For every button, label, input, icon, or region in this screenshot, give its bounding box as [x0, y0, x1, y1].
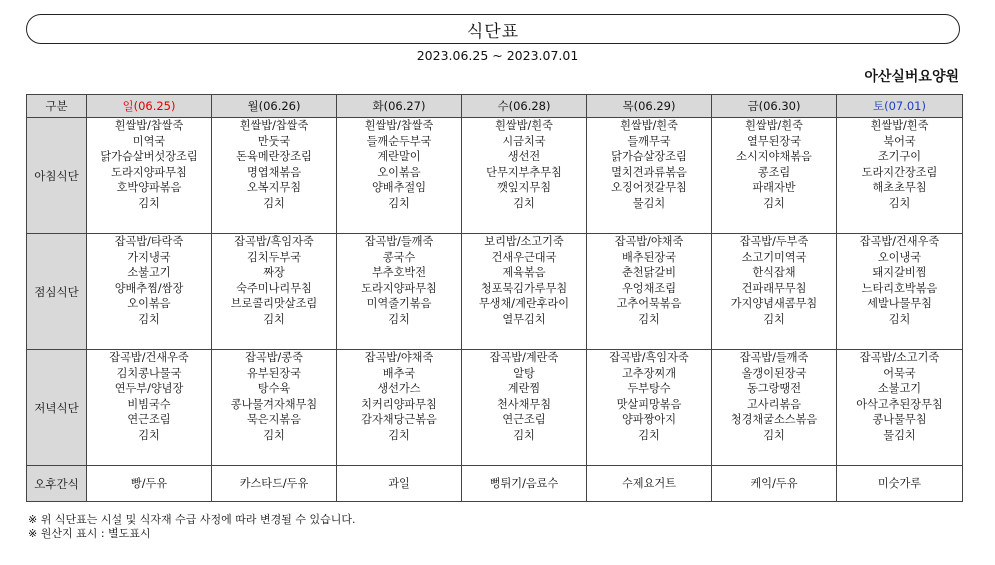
menu-item: 단무지부추무침	[486, 165, 562, 179]
menu-item: 수제요거트	[621, 476, 677, 490]
note-origin: ※ 원산지 표시 : 별도표시	[28, 527, 151, 540]
menu-cell-wed	[462, 234, 587, 350]
breakfast-row	[27, 118, 963, 234]
menu-item: 세발나물무침	[867, 297, 932, 311]
menu-item: 명엽채볶음	[246, 165, 302, 179]
day-header-mon: 월(06.26)	[212, 95, 337, 118]
menu-cell-fri	[712, 350, 837, 466]
menu-cell-wed	[462, 118, 587, 234]
menu-item: 생선가스	[377, 382, 421, 396]
meal-plan-table	[26, 94, 963, 502]
menu-item: 느타리호박볶음	[861, 281, 938, 295]
menu-item: 열무김치	[502, 312, 546, 326]
menu-cell-sun	[87, 234, 212, 350]
menu-item: 김치	[138, 312, 160, 326]
menu-item: 연두부/양념장	[114, 382, 184, 396]
menu-item: 어묵국	[883, 366, 916, 380]
menu-cell-thu	[587, 466, 712, 502]
menu-item: 청포묵김가루무침	[480, 281, 568, 295]
menu-item: 배추국	[382, 366, 416, 380]
menu-item: 북어국	[883, 134, 916, 148]
menu-item: 양배추찜/쌈장	[114, 281, 184, 295]
menu-item: 김치	[388, 312, 410, 326]
menu-item: 묵은지볶음	[246, 413, 302, 427]
menu-item: 소불고기	[127, 266, 171, 280]
menu-cell-mon	[212, 234, 337, 350]
menu-item: 짜장	[263, 266, 285, 280]
menu-item: 잡곡밥/건새우죽	[109, 351, 189, 364]
menu-item: 무생채/계란후라이	[478, 297, 570, 311]
menu-item: 콩나물겨자채무침	[230, 397, 318, 411]
menu-item: 연근조림	[502, 413, 546, 427]
menu-item: 흰쌀밥/흰죽	[620, 119, 678, 132]
menu-item: 생선전	[507, 150, 541, 164]
menu-cell-tue	[337, 234, 462, 350]
menu-item: 조기구이	[877, 150, 922, 164]
menu-item: 콩조림	[757, 165, 791, 179]
menu-item: 김치	[263, 428, 285, 442]
menu-cell-wed	[462, 466, 587, 502]
menu-item: 호박양파볶음	[116, 181, 182, 195]
menu-item: 과일	[388, 476, 410, 490]
menu-item: 뻥튀기/음료수	[489, 476, 559, 490]
menu-item: 춘천닭갈비	[621, 266, 677, 280]
menu-item: 오이볶음	[127, 297, 171, 311]
menu-item: 파래자반	[752, 181, 796, 195]
menu-cell-sun	[87, 466, 212, 502]
menu-cell-mon	[212, 350, 337, 466]
menu-item: 비빔국수	[127, 397, 171, 411]
menu-item: 잡곡밥/들깨죽	[364, 235, 434, 248]
menu-cell-thu	[587, 234, 712, 350]
menu-item: 김치	[138, 196, 160, 210]
menu-item: 고사리볶음	[746, 397, 802, 411]
menu-item: 빵/두유	[130, 476, 168, 490]
menu-item: 잡곡밥/소고기죽	[859, 351, 940, 364]
notes	[28, 513, 355, 541]
menu-item: 고추장찌개	[621, 366, 677, 380]
menu-item: 잡곡밥/들깨죽	[739, 351, 809, 364]
menu-item: 브로콜리맛살조림	[230, 297, 318, 311]
menu-cell-wed	[462, 350, 587, 466]
menu-item: 도라지간장조림	[861, 165, 938, 179]
menu-item: 돼지갈비찜	[872, 266, 927, 280]
menu-item: 잡곡밥/타락죽	[114, 235, 184, 248]
snack-row	[27, 466, 963, 502]
menu-item: 잡곡밥/계란죽	[489, 351, 559, 364]
menu-item: 아삭고추된장무침	[856, 397, 943, 411]
menu-item: 천사채무침	[496, 397, 552, 411]
menu-item: 해초초무침	[872, 181, 927, 195]
menu-item: 도라지양파무침	[361, 281, 437, 295]
menu-item: 미역국	[132, 134, 166, 148]
menu-item: 김치	[513, 196, 535, 210]
day-header-thu: 목(06.29)	[587, 95, 712, 118]
menu-item: 김치	[888, 312, 911, 326]
menu-cell-mon	[212, 118, 337, 234]
menu-item: 소시지야채볶음	[736, 150, 812, 164]
menu-item: 김치	[638, 312, 660, 326]
menu-item: 가지양념새콤무침	[730, 297, 818, 311]
menu-item: 두부탕수	[627, 382, 671, 396]
header-row	[27, 95, 963, 118]
menu-cell-fri	[712, 234, 837, 350]
note-change: ※ 위 식단표는 시설 및 식자재 수급 사정에 따라 변경될 수 있습니다.	[28, 513, 356, 526]
menu-cell-thu	[587, 118, 712, 234]
menu-item: 올갱이된장국	[741, 366, 807, 380]
menu-cell-sun	[87, 118, 212, 234]
menu-item: 김치	[513, 428, 535, 442]
menu-item: 김치	[263, 312, 285, 326]
menu-item: 유부된장국	[246, 366, 302, 380]
menu-item: 연근조림	[127, 413, 171, 427]
menu-item: 도라지양파무침	[111, 165, 187, 179]
menu-item: 치커리양파무침	[361, 397, 437, 411]
meal-label: 아침식단	[27, 118, 87, 234]
menu-item: 소불고기	[877, 382, 922, 396]
menu-item: 제육볶음	[502, 266, 546, 280]
menu-item: 흰쌀밥/흰죽	[745, 119, 803, 132]
header-label: 구분	[27, 95, 87, 118]
menu-cell-fri	[712, 118, 837, 234]
menu-item: 김치	[388, 428, 410, 442]
menu-item: 카스타드/두유	[239, 476, 309, 490]
page-title: 식단표	[466, 21, 520, 42]
menu-item: 계란말이	[377, 150, 421, 164]
menu-item: 김치	[763, 196, 785, 210]
menu-item: 시금치국	[502, 134, 546, 148]
menu-item: 잡곡밥/건새우죽	[859, 235, 940, 248]
menu-item: 감자채당근볶음	[361, 413, 437, 427]
menu-item: 흰쌀밥/찹쌀죽	[364, 119, 434, 132]
menu-item: 숙주미나리무침	[236, 281, 312, 295]
menu-item: 김치	[388, 196, 410, 210]
menu-item: 잡곡밥/두부죽	[739, 235, 809, 248]
day-header-sun: 일(06.25)	[87, 95, 212, 118]
menu-item: 케익/두유	[750, 476, 798, 490]
menu-cell-tue	[337, 350, 462, 466]
menu-item: 멸치견과류볶음	[611, 165, 687, 179]
menu-item: 미역줄기볶음	[366, 297, 432, 311]
menu-item: 김치콩나물국	[116, 366, 182, 380]
menu-item: 잡곡밥/야채죽	[614, 235, 684, 248]
menu-item: 양배추절임	[371, 181, 427, 195]
menu-item: 열무된장국	[746, 134, 802, 148]
menu-item: 가지냉국	[127, 250, 171, 264]
menu-item: 흰쌀밥/흰죽	[495, 119, 553, 132]
menu-cell-sat	[837, 234, 963, 350]
menu-cell-mon	[212, 466, 337, 502]
menu-item: 계란찜	[507, 382, 541, 396]
menu-item: 건새우근대국	[491, 250, 557, 264]
menu-item: 만둣국	[257, 134, 291, 148]
day-header-tue: 화(06.27)	[337, 95, 462, 118]
menu-item: 오복지무침	[246, 181, 302, 195]
menu-item: 부추호박전	[371, 266, 427, 280]
menu-item: 김치	[763, 312, 785, 326]
menu-item: 미숫가루	[877, 476, 922, 490]
menu-item: 흰쌀밥/찹쌀죽	[239, 119, 309, 132]
facility-name: 아산실버요양원	[864, 69, 959, 85]
menu-item: 양파짱아지	[621, 413, 677, 427]
menu-item: 흰쌀밥/흰죽	[870, 119, 929, 132]
menu-item: 물김치	[883, 428, 916, 442]
menu-item: 잡곡밥/콩죽	[245, 351, 303, 364]
menu-item: 소고기미역국	[741, 250, 807, 264]
menu-item: 고추어묵볶음	[616, 297, 682, 311]
menu-item: 들깨무국	[627, 134, 671, 148]
meal-label: 저녁식단	[27, 350, 87, 466]
meal-label: 오후간식	[27, 466, 87, 502]
menu-item: 탕수육	[257, 382, 291, 396]
menu-item: 김치	[888, 196, 911, 210]
menu-item: 김치	[138, 428, 160, 442]
menu-item: 김치	[763, 428, 785, 442]
menu-item: 돈육메란장조림	[236, 150, 312, 164]
menu-item: 잡곡밥/야채죽	[364, 351, 434, 364]
menu-item: 오이볶음	[377, 165, 421, 179]
day-header-sat: 토(07.01)	[837, 95, 963, 118]
menu-item: 잡곡밥/흑임자죽	[609, 351, 689, 364]
menu-cell-fri	[712, 466, 837, 502]
menu-item: 닭가슴살장조림	[611, 150, 687, 164]
menu-cell-sat	[837, 350, 963, 466]
menu-cell-thu	[587, 350, 712, 466]
menu-item: 깻잎지무침	[496, 181, 552, 195]
menu-cell-tue	[337, 466, 462, 502]
menu-item: 김치	[638, 428, 660, 442]
menu-item: 콩국수	[382, 250, 416, 264]
menu-item: 콩나물무침	[872, 413, 927, 427]
menu-item: 보리밥/소고기죽	[484, 235, 564, 248]
lunch-row	[27, 234, 963, 350]
menu-item: 잡곡밥/흑임자죽	[234, 235, 314, 248]
dinner-row	[27, 350, 963, 466]
menu-item: 배추된장국	[621, 250, 677, 264]
menu-item: 맛살피망볶음	[616, 397, 682, 411]
day-header-fri: 금(06.30)	[712, 95, 837, 118]
date-range: 2023.06.25 ~ 2023.07.01	[416, 48, 579, 63]
page-title-box	[26, 14, 960, 44]
menu-cell-sun	[87, 350, 212, 466]
menu-item: 김치두부국	[246, 250, 302, 264]
menu-item: 알탕	[513, 366, 535, 380]
menu-item: 들깨순두부국	[366, 134, 432, 148]
day-header-wed: 수(06.28)	[462, 95, 587, 118]
menu-item: 오이냉국	[877, 250, 922, 264]
menu-item: 물김치	[632, 196, 666, 210]
meal-label: 점심식단	[27, 234, 87, 350]
menu-item: 김치	[263, 196, 285, 210]
menu-item: 한식잡채	[752, 266, 796, 280]
menu-item: 건파래무무침	[741, 281, 807, 295]
menu-item: 오징어젓갈무침	[611, 181, 687, 195]
menu-cell-sat	[837, 118, 963, 234]
menu-cell-sat	[837, 466, 963, 502]
menu-item: 동그랑땡전	[746, 382, 802, 396]
menu-item: 닭가슴살버섯장조림	[100, 150, 198, 164]
menu-item: 흰쌀밥/찹쌀죽	[114, 119, 184, 132]
menu-item: 우엉채조림	[621, 281, 677, 295]
menu-cell-tue	[337, 118, 462, 234]
menu-item: 청경채굴소스볶음	[730, 413, 818, 427]
